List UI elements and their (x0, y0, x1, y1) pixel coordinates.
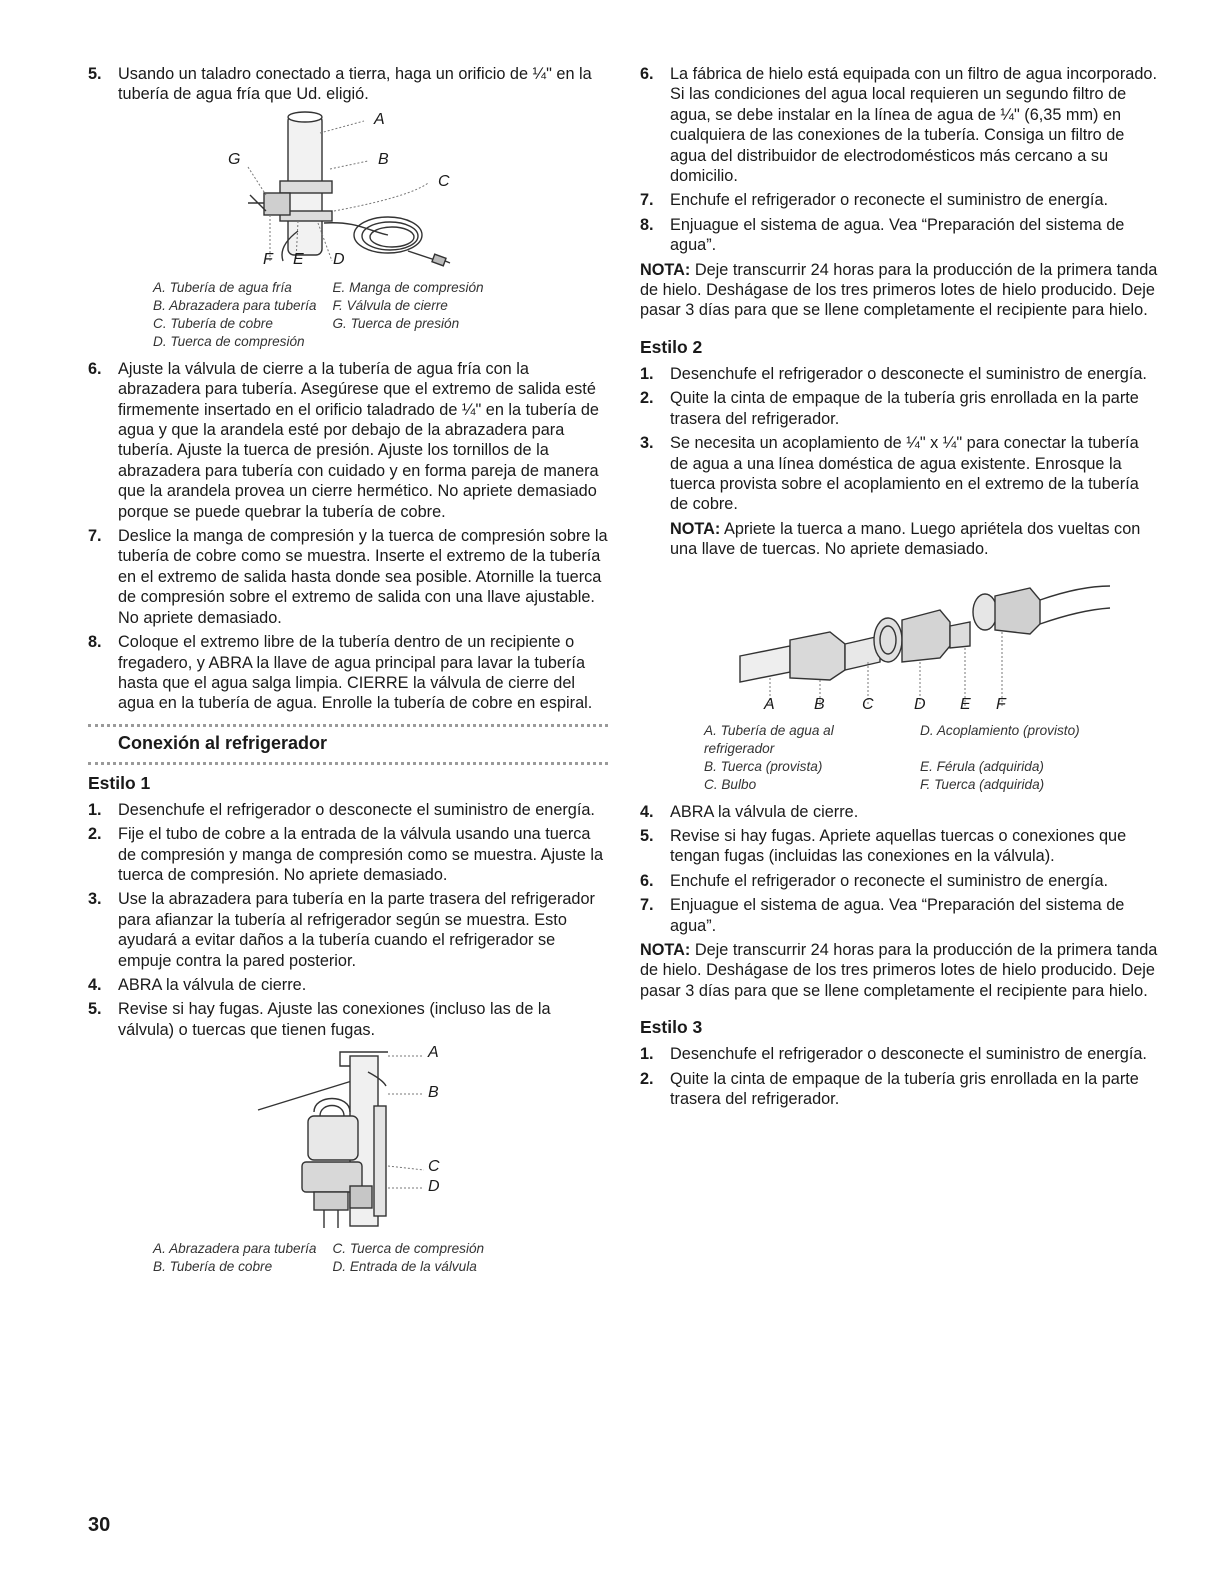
figure-shutoff-valve (88, 111, 608, 273)
legend-b: B. Tuerca (provista) (704, 758, 823, 774)
legend-c: C. Tuerca de compresión (332, 1241, 485, 1257)
legend-a: A. Abrazadera para tubería (153, 1241, 317, 1257)
step-6: 6. La fábrica de hielo está equipada con un filtro de agua incorporado. Si las condiciones del agua local requieren un segundo filtro de agua, se debe instalar en la línea de agua de ¼" (6,35 mm) en cualquiera de las conexiones de la tubería. Consiga un filtro de agua del distribuidor de electrodomésticos más cercano a su domicilio. (640, 65, 1157, 186)
step-7: 7. Deslice la manga de compresión y la tuerca de compresión sobre la tubería de cobre como se muestra. Inserte el extremo de la tubería en el extremo de salida hasta donde sea posible. Atornille la tuerca de compresión sobre el extremo de salida con una llave ajustable. No apriete demasiado. (88, 527, 608, 627)
step-7: 7. Enchufe el refrigerador o reconecte el suministro de energía. (640, 191, 1109, 210)
figure-valve-inlet (88, 1046, 608, 1234)
legend-f: F. Válvula de cierre (332, 297, 448, 313)
estilo2-step-2: 2. Quite la cinta de empaque de la tubería gris enrollada en la parte trasera del refrigerador. (640, 389, 1139, 428)
valve-inlet-illustration (88, 1046, 608, 1234)
nota-2: NOTA: Deje transcurrir 24 horas para la producción de la primera tanda de hielo. Deshágase de los tres primeros lotes de hielo producido. Deje pasar 3 días para que se llene completamente el recipiente para hielo. (640, 940, 1158, 1000)
step-8: 8. Enjuague el sistema de agua. Vea “Preparación del sistema de agua”. (640, 215, 1125, 255)
estilo1-step-1: 1. Desenchufe el refrigerador o desconecte el suministro de energía. (88, 800, 595, 819)
legend-g: G. Tuerca de presión (332, 315, 460, 331)
legend-a: A. Tubería de agua al refrigerador (704, 722, 834, 756)
callout-d: D (914, 695, 926, 713)
estilo3-step-2: 2. Quite la cinta de empaque de la tubería gris enrollada en la parte trasera del refrigerador. (640, 1069, 1139, 1108)
callout-b: B (428, 1084, 439, 1102)
figure-coupling (640, 566, 1160, 716)
callout-g: G (228, 150, 241, 168)
step-8: 8. Coloque el extremo libre de la tubería dentro de un recipiente o fregadero, y ABRA la llave de agua principal para lavar la tubería hasta que el agua salga limpia. CIERRE la válvula de cierre del agua en la tubería de agua. Enrolle la tubería de cobre en espiral. (88, 633, 593, 713)
estilo-2-heading: Estilo 2 (640, 336, 703, 357)
estilo1-step-2: 2. Fije el tubo de cobre a la entrada de la válvula usando una tuerca de compresión y manga de compresión como se muestra. Ajuste la tuerca de compresión. No apriete demasiado. (88, 825, 604, 884)
estilo2-step-7: 7. Enjuague el sistema de agua. Vea “Preparación del sistema de agua”. (640, 896, 1125, 935)
left-column (88, 64, 608, 1276)
callout-c: C (862, 695, 874, 713)
legend-e: E. Férula (adquirida) (920, 758, 1044, 774)
callout-a: A (428, 1044, 439, 1062)
estilo-3-heading: Estilo 3 (640, 1017, 703, 1038)
callout-b: B (814, 695, 825, 713)
legend-c: C. Bulbo (704, 776, 757, 792)
estilo1-step-3: 3. Use la abrazadera para tubería en la parte trasera del refrigerador para afianzar la tubería al refrigerador según se muestra. Esto ayudará a evitar daños a la tubería cuando el refrigerador se empuje contra la pared posterior. (88, 890, 595, 970)
legend-b: B. Abrazadera para tubería (153, 297, 317, 313)
callout-f: F (263, 250, 273, 268)
nota-1: NOTA: Deje transcurrir 24 horas para la producción de la primera tanda de hielo. Deshágase de los tres primeros lotes de hielo producido. Deje pasar 3 días para que se llene completamente el recipiente para hielo. (640, 260, 1158, 320)
estilo-1-heading: Estilo 1 (88, 772, 151, 793)
callout-f: F (996, 695, 1006, 713)
step-5: 5. Usando un taladro conectado a tierra, haga un orificio de ¼" en la tubería de agua fría que Ud. eligió. (88, 65, 592, 104)
legend-f: F. Tuerca (adquirida) (920, 776, 1045, 792)
callout-c: C (428, 1158, 440, 1176)
callout-e: E (293, 250, 304, 268)
estilo2-step-6: 6. Enchufe el refrigerador o reconecte el suministro de energía. (640, 871, 1109, 890)
callout-b: B (378, 150, 389, 168)
estilo1-step-4: 4. ABRA la válvula de cierre. (88, 975, 307, 994)
legend-a: A. Tubería de agua fría (153, 279, 292, 295)
right-column (640, 64, 1160, 1113)
section-heading-bar (88, 724, 608, 765)
estilo2-step-3: 3. Se necesita un acoplamiento de ¼" x ¼" para conectar la tubería de agua a una línea doméstica de agua existente. Enrosque la tuerca provista sobre el acoplamiento en el extremo de la tubería de cobre. (640, 434, 1139, 514)
legend-d: D. Tuerca de compresión (153, 333, 305, 349)
legend-c: C. Tubería de cobre (153, 315, 273, 331)
step-6: 6. Ajuste la válvula de cierre a la tubería de agua fría con la abrazadera para tubería. Asegúrese que el extremo de salida esté firmemente insertado en el orificio taladrado de ¼" en la tubería de agua y que la arandela esté por debajo de la abrazadera para tubería. Ajuste la tuerca de presión. Ajuste los tornillos de la abrazadera para tubería con cuidado y en forma pareja de manera que la arandela provea un cierre hermético. No apriete demasiado porque se puede quebrar la tubería de cobre. (88, 359, 599, 521)
figure-3-legend (153, 1240, 608, 1276)
callout-e: E (960, 695, 971, 713)
shutoff-valve-illustration (88, 111, 608, 273)
estilo2-step-5: 5. Revise si hay fugas. Apriete aquellas tuercas o conexiones que tengan fugas (incluidas las conexiones en la válvula). (640, 826, 1127, 866)
callout-d: D (333, 250, 345, 268)
estilo2-nota: NOTA: Apriete la tuerca a mano. Luego apriétela dos vueltas con una llave de tuercas. No apriete demasiado. (670, 519, 1141, 559)
legend-b: B. Tubería de cobre (153, 1259, 273, 1275)
figure-1-legend (153, 279, 608, 351)
callout-a: A (764, 695, 775, 713)
callout-a: A (374, 110, 385, 128)
callout-c: C (438, 172, 450, 190)
figure-2-legend (704, 722, 1160, 794)
estilo2-step-4: 4. ABRA la válvula de cierre. (640, 802, 859, 821)
callout-d: D (428, 1178, 440, 1196)
coupling-illustration (640, 566, 1160, 716)
estilo1-step-5: 5. Revise si hay fugas. Ajuste las conexiones (incluso las de la válvula) o tuercas que tienen fugas. (88, 1000, 551, 1039)
legend-d: D. Entrada de la válvula (332, 1259, 477, 1275)
legend-d: D. Acoplamiento (provisto) (920, 722, 1080, 738)
estilo2-step-1: 1. Desenchufe el refrigerador o desconecte el suministro de energía. (640, 364, 1147, 383)
page-number: 30 (88, 1514, 111, 1536)
legend-e: E. Manga de compresión (332, 279, 484, 295)
section-title: Conexión al refrigerador (118, 732, 328, 753)
estilo3-step-1: 1. Desenchufe el refrigerador o desconecte el suministro de energía. (640, 1045, 1147, 1064)
